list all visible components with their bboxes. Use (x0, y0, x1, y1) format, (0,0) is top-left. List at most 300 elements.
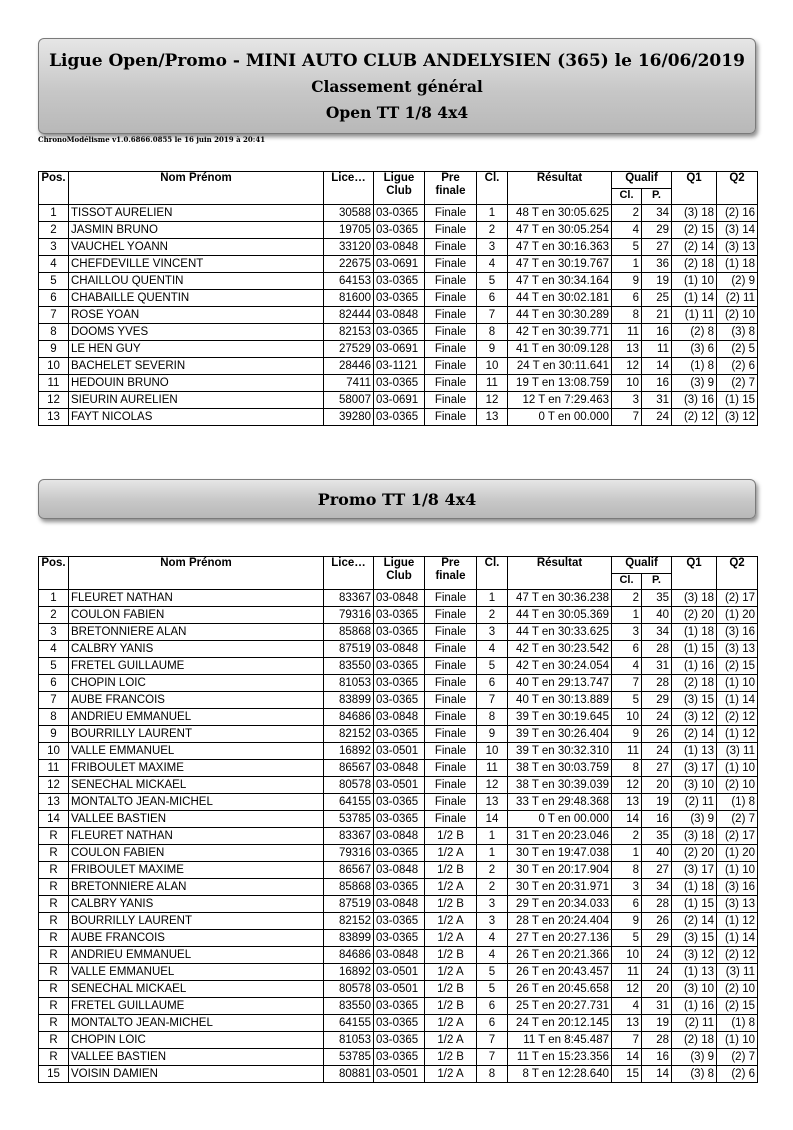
pos-cell: 5 (39, 658, 69, 675)
club-cell: 03-0501 (374, 777, 425, 794)
col-licence: Lice… (324, 557, 374, 590)
table-header-row (39, 172, 758, 189)
col-prefinale: Pre finale (425, 172, 477, 205)
prefinale-cell: 1/2 A (425, 1032, 477, 1049)
qualif-cl-cell: 5 (612, 692, 642, 709)
qualif-cl-cell: 10 (612, 375, 642, 392)
q2-cell: (1) 14 (717, 692, 758, 709)
name-cell: LE HEN GUY (69, 341, 324, 358)
qualif-cl-cell: 4 (612, 998, 642, 1015)
table-row (39, 1049, 758, 1066)
qualif-p-cell: 28 (642, 1032, 672, 1049)
cl-cell: 1 (477, 845, 508, 862)
qualif-cl-cell: 13 (612, 341, 642, 358)
name-cell: HEDOUIN BRUNO (69, 375, 324, 392)
qualif-cl-cell: 9 (612, 913, 642, 930)
table-row (39, 964, 758, 981)
prefinale-cell: Finale (425, 239, 477, 256)
q2-cell: (3) 12 (717, 409, 758, 426)
q1-cell: (3) 9 (672, 811, 717, 828)
promo-category-title: Promo TT 1/8 4x4 (317, 490, 477, 509)
table-row (39, 1032, 758, 1049)
qualif-p-cell: 24 (642, 947, 672, 964)
qualif-p-cell: 25 (642, 290, 672, 307)
pos-cell: 4 (39, 641, 69, 658)
prefinale-cell: 1/2 B (425, 828, 477, 845)
name-cell: CALBRY YANIS (69, 641, 324, 658)
club-cell: 03-0365 (374, 205, 425, 222)
name-cell: CHOPIN LOIC (69, 1032, 324, 1049)
cl-cell: 2 (477, 222, 508, 239)
q2-cell: (2) 15 (717, 998, 758, 1015)
qualif-cl-cell: 4 (612, 658, 642, 675)
result-cell: 38 T en 30:39.039 (508, 777, 612, 794)
q2-cell: (2) 17 (717, 590, 758, 607)
col-name: Nom Prénom (69, 557, 324, 590)
name-cell: SENECHAL MICKAEL (69, 777, 324, 794)
result-cell: 27 T en 20:27.136 (508, 930, 612, 947)
q1-cell: (3) 12 (672, 947, 717, 964)
qualif-p-cell: 26 (642, 726, 672, 743)
table-row (39, 222, 758, 239)
result-cell: 42 T en 30:24.054 (508, 658, 612, 675)
cl-cell: 6 (477, 1015, 508, 1032)
q1-cell: (3) 15 (672, 930, 717, 947)
q2-cell: (2) 10 (717, 777, 758, 794)
q1-cell: (3) 10 (672, 777, 717, 794)
q2-cell: (2) 16 (717, 205, 758, 222)
qualif-p-cell: 34 (642, 205, 672, 222)
table-row (39, 998, 758, 1015)
q2-cell: (2) 7 (717, 1049, 758, 1066)
licence-cell: 87519 (324, 896, 374, 913)
cl-cell: 12 (477, 392, 508, 409)
qualif-p-cell: 20 (642, 981, 672, 998)
q2-cell: (3) 16 (717, 879, 758, 896)
name-cell: BOURRILLY LAURENT (69, 726, 324, 743)
qualif-cl-cell: 1 (612, 607, 642, 624)
club-cell: 03-0848 (374, 862, 425, 879)
pos-cell: R (39, 896, 69, 913)
result-cell: 26 T en 20:43.457 (508, 964, 612, 981)
name-cell: JASMIN BRUNO (69, 222, 324, 239)
result-cell: 30 T en 20:31.971 (508, 879, 612, 896)
cl-cell: 2 (477, 862, 508, 879)
qualif-cl-cell: 2 (612, 205, 642, 222)
name-cell: FLEURET NATHAN (69, 590, 324, 607)
result-cell: 33 T en 29:48.368 (508, 794, 612, 811)
club-cell: 03-0365 (374, 624, 425, 641)
q1-cell: (3) 18 (672, 205, 717, 222)
qualif-cl-cell: 9 (612, 273, 642, 290)
cl-cell: 6 (477, 675, 508, 692)
name-cell: AUBE FRANCOIS (69, 692, 324, 709)
ranking-subtitle: Classement général (311, 77, 483, 96)
table-row (39, 709, 758, 726)
prefinale-cell: Finale (425, 709, 477, 726)
name-cell: ROSE YOAN (69, 307, 324, 324)
pos-cell: R (39, 964, 69, 981)
event-title: Ligue Open/Promo - MINI AUTO CLUB ANDELYSIEN (365) le 16/06/2019 (49, 51, 745, 71)
club-cell: 03-0501 (374, 743, 425, 760)
table-row (39, 1066, 758, 1083)
q1-cell: (3) 15 (672, 692, 717, 709)
col-qualif-cl: Cl. (612, 189, 642, 205)
table-row (39, 862, 758, 879)
q1-cell: (3) 17 (672, 862, 717, 879)
pos-cell: R (39, 981, 69, 998)
licence-cell: 53785 (324, 1049, 374, 1066)
result-cell: 11 T en 8:45.487 (508, 1032, 612, 1049)
table-row (39, 947, 758, 964)
qualif-cl-cell: 8 (612, 760, 642, 777)
club-cell: 03-0365 (374, 1032, 425, 1049)
name-cell: FRETEL GUILLAUME (69, 998, 324, 1015)
licence-cell: 83367 (324, 590, 374, 607)
col-licence: Lice… (324, 172, 374, 205)
qualif-p-cell: 16 (642, 324, 672, 341)
col-pos: Pos. (39, 557, 69, 590)
name-cell: CHEFDEVILLE VINCENT (69, 256, 324, 273)
qualif-p-cell: 31 (642, 392, 672, 409)
result-cell: 0 T en 00.000 (508, 811, 612, 828)
club-cell: 03-0848 (374, 760, 425, 777)
col-q1: Q1 (672, 557, 717, 590)
result-cell: 44 T en 30:05.369 (508, 607, 612, 624)
q2-cell: (3) 11 (717, 743, 758, 760)
club-cell: 03-0691 (374, 392, 425, 409)
open-results-body (39, 205, 758, 426)
col-cl: Cl. (477, 172, 508, 205)
qualif-cl-cell: 11 (612, 964, 642, 981)
result-cell: 40 T en 29:13.747 (508, 675, 612, 692)
q2-cell: (2) 10 (717, 307, 758, 324)
name-cell: FRIBOULET MAXIME (69, 760, 324, 777)
prefinale-cell: Finale (425, 324, 477, 341)
pos-cell: R (39, 998, 69, 1015)
licence-cell: 19705 (324, 222, 374, 239)
licence-cell: 83550 (324, 658, 374, 675)
prefinale-cell: Finale (425, 811, 477, 828)
q2-cell: (2) 12 (717, 709, 758, 726)
licence-cell: 80578 (324, 777, 374, 794)
open-results-table (38, 171, 758, 426)
prefinale-cell: Finale (425, 222, 477, 239)
club-cell: 03-0365 (374, 845, 425, 862)
qualif-p-cell: 11 (642, 341, 672, 358)
q1-cell: (1) 10 (672, 273, 717, 290)
prefinale-cell: Finale (425, 375, 477, 392)
result-cell: 42 T en 30:23.542 (508, 641, 612, 658)
licence-cell: 7411 (324, 375, 374, 392)
col-qualif-p: P. (642, 189, 672, 205)
qualif-cl-cell: 14 (612, 811, 642, 828)
result-cell: 11 T en 15:23.356 (508, 1049, 612, 1066)
table-row (39, 273, 758, 290)
licence-cell: 83367 (324, 828, 374, 845)
licence-cell: 16892 (324, 743, 374, 760)
result-cell: 44 T en 30:30.289 (508, 307, 612, 324)
q2-cell: (3) 8 (717, 324, 758, 341)
club-cell: 03-0501 (374, 964, 425, 981)
club-cell: 03-0365 (374, 273, 425, 290)
cl-cell: 3 (477, 896, 508, 913)
licence-cell: 33120 (324, 239, 374, 256)
result-cell: 39 T en 30:19.645 (508, 709, 612, 726)
qualif-cl-cell: 10 (612, 947, 642, 964)
qualif-cl-cell: 6 (612, 290, 642, 307)
cl-cell: 3 (477, 624, 508, 641)
q2-cell: (1) 15 (717, 392, 758, 409)
qualif-p-cell: 27 (642, 239, 672, 256)
qualif-cl-cell: 8 (612, 307, 642, 324)
q2-cell: (3) 14 (717, 222, 758, 239)
qualif-cl-cell: 11 (612, 324, 642, 341)
prefinale-cell: Finale (425, 290, 477, 307)
result-cell: 47 T en 30:34.164 (508, 273, 612, 290)
licence-cell: 53785 (324, 811, 374, 828)
qualif-p-cell: 29 (642, 692, 672, 709)
prefinale-cell: Finale (425, 256, 477, 273)
qualif-cl-cell: 5 (612, 930, 642, 947)
pos-cell: 8 (39, 709, 69, 726)
pos-cell: 11 (39, 375, 69, 392)
result-cell: 47 T en 30:16.363 (508, 239, 612, 256)
pos-cell: 15 (39, 1066, 69, 1083)
q2-cell: (2) 6 (717, 1066, 758, 1083)
result-cell: 31 T en 20:23.046 (508, 828, 612, 845)
name-cell: VALLE EMMANUEL (69, 964, 324, 981)
licence-cell: 79316 (324, 845, 374, 862)
pos-cell: 6 (39, 675, 69, 692)
prefinale-cell: 1/2 A (425, 913, 477, 930)
table-row (39, 845, 758, 862)
club-cell: 03-0848 (374, 828, 425, 845)
licence-cell: 28446 (324, 358, 374, 375)
name-cell: BRETONNIERE ALAN (69, 624, 324, 641)
club-cell: 03-0365 (374, 913, 425, 930)
licence-cell: 83899 (324, 930, 374, 947)
q1-cell: (3) 16 (672, 392, 717, 409)
page-header-banner (38, 38, 756, 134)
club-cell: 03-0501 (374, 981, 425, 998)
promo-results-table (38, 556, 758, 1083)
prefinale-cell: Finale (425, 607, 477, 624)
table-row (39, 896, 758, 913)
table-row (39, 290, 758, 307)
result-cell: 24 T en 20:12.145 (508, 1015, 612, 1032)
q1-cell: (3) 10 (672, 981, 717, 998)
result-cell: 26 T en 20:45.658 (508, 981, 612, 998)
club-cell: 03-0365 (374, 290, 425, 307)
prefinale-cell: Finale (425, 205, 477, 222)
prefinale-cell: Finale (425, 777, 477, 794)
licence-cell: 79316 (324, 607, 374, 624)
q1-cell: (2) 18 (672, 1032, 717, 1049)
q1-cell: (2) 20 (672, 845, 717, 862)
q1-cell: (2) 14 (672, 239, 717, 256)
cl-cell: 4 (477, 930, 508, 947)
q2-cell: (1) 10 (717, 862, 758, 879)
q1-cell: (1) 14 (672, 290, 717, 307)
qualif-p-cell: 19 (642, 794, 672, 811)
club-cell: 03-0365 (374, 1049, 425, 1066)
q1-cell: (1) 16 (672, 658, 717, 675)
cl-cell: 1 (477, 205, 508, 222)
qualif-p-cell: 28 (642, 641, 672, 658)
licence-cell: 86567 (324, 760, 374, 777)
licence-cell: 81053 (324, 1032, 374, 1049)
licence-cell: 82152 (324, 913, 374, 930)
qualif-p-cell: 16 (642, 811, 672, 828)
name-cell: FRETEL GUILLAUME (69, 658, 324, 675)
pos-cell: R (39, 930, 69, 947)
q2-cell: (3) 13 (717, 641, 758, 658)
q2-cell: (2) 17 (717, 828, 758, 845)
cl-cell: 8 (477, 709, 508, 726)
cl-cell: 8 (477, 1066, 508, 1083)
q1-cell: (1) 18 (672, 624, 717, 641)
col-pos: Pos. (39, 172, 69, 205)
qualif-p-cell: 28 (642, 675, 672, 692)
qualif-cl-cell: 7 (612, 409, 642, 426)
pos-cell: 13 (39, 409, 69, 426)
table-row (39, 205, 758, 222)
pos-cell: 3 (39, 239, 69, 256)
prefinale-cell: Finale (425, 658, 477, 675)
prefinale-cell: Finale (425, 743, 477, 760)
q2-cell: (1) 8 (717, 794, 758, 811)
club-cell: 03-0365 (374, 607, 425, 624)
pos-cell: R (39, 1049, 69, 1066)
qualif-cl-cell: 4 (612, 222, 642, 239)
pos-cell: 5 (39, 273, 69, 290)
prefinale-cell: 1/2 A (425, 845, 477, 862)
table-row (39, 913, 758, 930)
q1-cell: (1) 8 (672, 358, 717, 375)
licence-cell: 58007 (324, 392, 374, 409)
club-cell: 03-0365 (374, 324, 425, 341)
qualif-p-cell: 34 (642, 879, 672, 896)
prefinale-cell: 1/2 A (425, 930, 477, 947)
result-cell: 19 T en 13:08.759 (508, 375, 612, 392)
col-club: Ligue Club (374, 557, 425, 590)
table-row (39, 607, 758, 624)
table-row (39, 358, 758, 375)
name-cell: BOURRILLY LAURENT (69, 913, 324, 930)
q2-cell: (3) 16 (717, 624, 758, 641)
licence-cell: 85868 (324, 879, 374, 896)
q1-cell: (2) 18 (672, 675, 717, 692)
cl-cell: 14 (477, 811, 508, 828)
qualif-cl-cell: 10 (612, 709, 642, 726)
name-cell: BRETONNIERE ALAN (69, 879, 324, 896)
licence-cell: 84686 (324, 947, 374, 964)
name-cell: MONTALTO JEAN-MICHEL (69, 1015, 324, 1032)
pos-cell: R (39, 879, 69, 896)
q2-cell: (3) 13 (717, 239, 758, 256)
cl-cell: 7 (477, 692, 508, 709)
licence-cell: 80881 (324, 1066, 374, 1083)
table-row (39, 239, 758, 256)
cl-cell: 6 (477, 290, 508, 307)
result-cell: 38 T en 30:03.759 (508, 760, 612, 777)
name-cell: CHOPIN LOIC (69, 675, 324, 692)
pos-cell: 7 (39, 692, 69, 709)
qualif-p-cell: 40 (642, 845, 672, 862)
pos-cell: 11 (39, 760, 69, 777)
open-category-title: Open TT 1/8 4x4 (325, 103, 469, 122)
licence-cell: 27529 (324, 341, 374, 358)
cl-cell: 10 (477, 743, 508, 760)
q1-cell: (2) 11 (672, 1015, 717, 1032)
cl-cell: 5 (477, 964, 508, 981)
table-row (39, 743, 758, 760)
qualif-p-cell: 24 (642, 964, 672, 981)
qualif-p-cell: 28 (642, 896, 672, 913)
prefinale-cell: Finale (425, 794, 477, 811)
prefinale-cell: Finale (425, 760, 477, 777)
col-q1: Q1 (672, 172, 717, 205)
q1-cell: (2) 14 (672, 726, 717, 743)
q2-cell: (1) 14 (717, 930, 758, 947)
prefinale-cell: 1/2 A (425, 1066, 477, 1083)
club-cell: 03-0365 (374, 1015, 425, 1032)
name-cell: SENECHAL MICKAEL (69, 981, 324, 998)
prefinale-cell: Finale (425, 726, 477, 743)
name-cell: MONTALTO JEAN-MICHEL (69, 794, 324, 811)
licence-cell: 82153 (324, 324, 374, 341)
q1-cell: (3) 9 (672, 1049, 717, 1066)
q2-cell: (2) 7 (717, 811, 758, 828)
cl-cell: 2 (477, 607, 508, 624)
pos-cell: 12 (39, 777, 69, 794)
pos-cell: 8 (39, 324, 69, 341)
result-cell: 12 T en 7:29.463 (508, 392, 612, 409)
prefinale-cell: 1/2 A (425, 1015, 477, 1032)
cl-cell: 5 (477, 981, 508, 998)
pos-cell: 9 (39, 341, 69, 358)
pos-cell: R (39, 1015, 69, 1032)
name-cell: FAYT NICOLAS (69, 409, 324, 426)
qualif-p-cell: 34 (642, 624, 672, 641)
table-row (39, 692, 758, 709)
q1-cell: (1) 13 (672, 964, 717, 981)
name-cell: FLEURET NATHAN (69, 828, 324, 845)
result-cell: 42 T en 30:39.771 (508, 324, 612, 341)
table-row (39, 777, 758, 794)
pos-cell: 1 (39, 205, 69, 222)
qualif-p-cell: 24 (642, 409, 672, 426)
club-cell: 03-0365 (374, 675, 425, 692)
pos-cell: 9 (39, 726, 69, 743)
qualif-cl-cell: 7 (612, 675, 642, 692)
qualif-cl-cell: 7 (612, 1032, 642, 1049)
cl-cell: 9 (477, 341, 508, 358)
q1-cell: (2) 12 (672, 409, 717, 426)
qualif-p-cell: 24 (642, 743, 672, 760)
licence-cell: 81053 (324, 675, 374, 692)
club-cell: 03-0365 (374, 811, 425, 828)
cl-cell: 12 (477, 777, 508, 794)
pos-cell: R (39, 913, 69, 930)
pos-cell: 10 (39, 743, 69, 760)
q2-cell: (1) 10 (717, 1032, 758, 1049)
result-cell: 41 T en 30:09.128 (508, 341, 612, 358)
col-q2: Q2 (717, 172, 758, 205)
col-qualif-p: P. (642, 574, 672, 590)
cl-cell: 9 (477, 726, 508, 743)
